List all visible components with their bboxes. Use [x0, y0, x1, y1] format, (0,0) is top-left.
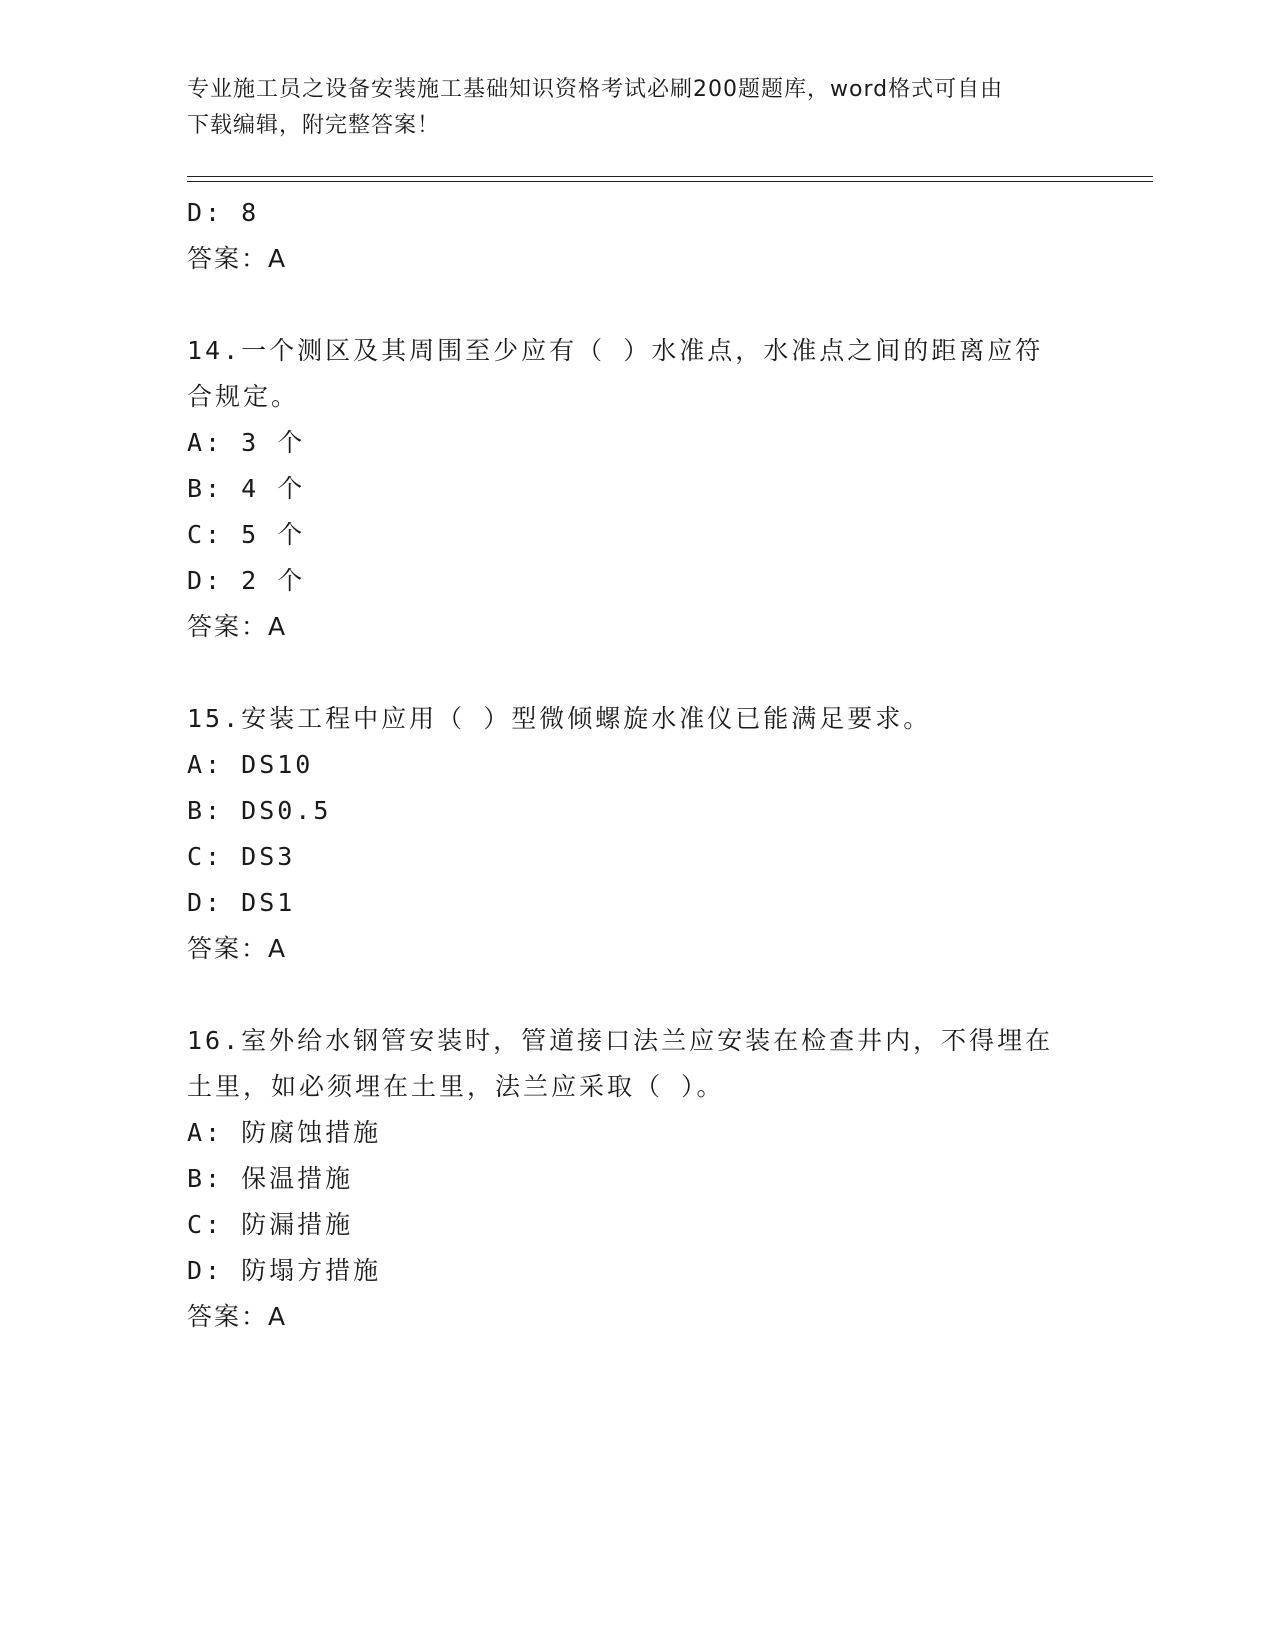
answer: 答案：A [187, 934, 288, 963]
option-d: D: 8 [187, 198, 260, 227]
answer: 答案：A [187, 244, 288, 273]
question-stem-continued: 合规定。 [187, 382, 300, 411]
question-15 [187, 696, 1087, 972]
question-stem-continued: 土里，如必须埋在土里，法兰应采取（ ）。 [187, 1072, 725, 1101]
question-content [187, 190, 1087, 1340]
question-stem: 16.室外给水钢管安装时，管道接口法兰应安装在检查井内，不得埋在 [187, 1026, 1054, 1055]
header-rule-top [187, 176, 1153, 177]
option-b: B: 4 个 [187, 474, 306, 503]
option-c: C: 5 个 [187, 520, 306, 549]
option-d: D: DS1 [187, 888, 296, 917]
question-14 [187, 328, 1087, 650]
option-c: C: 防漏措施 [187, 1210, 354, 1239]
question-stem: 15.安装工程中应用（ ）型微倾螺旋水准仪已能满足要求。 [187, 704, 932, 733]
previous-question-tail [187, 190, 1087, 282]
header-line-2: 下载编辑，附完整答案！ [187, 113, 441, 138]
option-a: A: DS10 [187, 750, 314, 779]
header-rule-bottom [187, 181, 1153, 182]
question-stem: 14.一个测区及其周围至少应有（ ）水准点，水准点之间的距离应符 [187, 336, 1044, 365]
document-header [187, 72, 1087, 144]
option-d: D: 防塌方措施 [187, 1256, 382, 1285]
header-line-1: 专业施工员之设备安装施工基础知识资格考试必刷200题题库，word格式可自由 [187, 77, 1004, 102]
option-b: B: 保温措施 [187, 1164, 354, 1193]
question-16 [187, 1018, 1087, 1340]
answer: 答案：A [187, 1302, 288, 1331]
answer: 答案：A [187, 612, 288, 641]
option-a: A: 3 个 [187, 428, 306, 457]
option-b: B: DS0.5 [187, 796, 332, 825]
option-c: C: DS3 [187, 842, 296, 871]
option-d: D: 2 个 [187, 566, 306, 595]
option-a: A: 防腐蚀措施 [187, 1118, 382, 1147]
